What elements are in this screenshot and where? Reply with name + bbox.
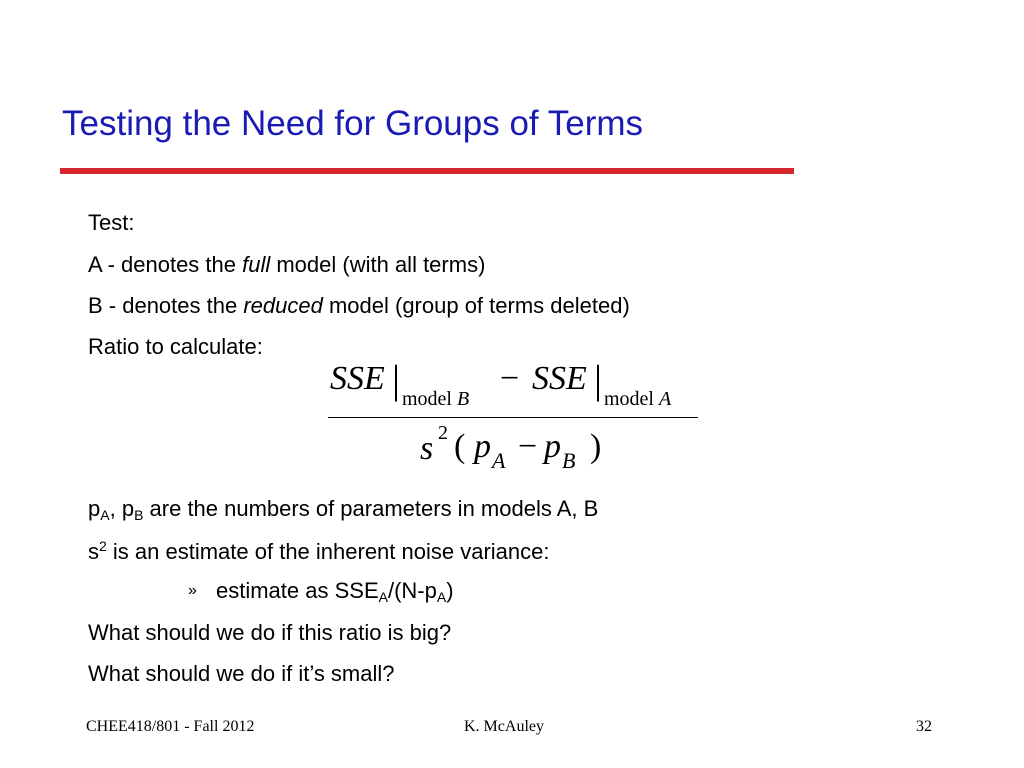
close-paren: ) (590, 428, 602, 465)
sse-a: SSE (532, 360, 587, 397)
fraction-bar (328, 417, 698, 418)
s-text: s (88, 539, 99, 564)
reduced-emphasis: reduced (243, 293, 323, 318)
question-small: What should we do if it’s small? (88, 661, 395, 686)
p-b: p (544, 428, 561, 465)
s-text-sup: 2 (99, 538, 107, 554)
estimate-sub-a2: A (436, 589, 447, 605)
p-b-text: p (121, 496, 135, 521)
full-emphasis: full (242, 252, 271, 277)
p-a-text-sub: A (100, 507, 110, 523)
p-a: p (474, 428, 491, 465)
p-b-text-sub: B (134, 507, 144, 523)
param-definition (88, 496, 598, 523)
estimate-mid: /(N-p (387, 578, 437, 603)
noise-rest: is an estimate of the inherent noise variance: (106, 539, 550, 564)
s-var: s (420, 430, 434, 467)
line-full-model (88, 252, 485, 278)
minus-sign-top: − (500, 360, 520, 397)
minus-sign-bottom: − (518, 428, 538, 465)
estimate-prefix: estimate as SSE (216, 578, 379, 603)
footer-author: K. McAuley (464, 718, 544, 735)
ratio-label: Ratio to calculate: (88, 334, 263, 359)
question-big: What should we do if this ratio is big? (88, 620, 452, 645)
full-model-prefix: A - denotes the (88, 252, 243, 277)
p-b-subscript: B (562, 448, 576, 473)
reduced-model-suffix: model (group of terms deleted) (322, 293, 630, 318)
open-paren: ( (454, 428, 466, 465)
eval-bar-a: | (594, 357, 603, 402)
subscript-model-a (604, 388, 671, 411)
footer-page-number: 32 (916, 718, 932, 735)
footer-course: CHEE418/801 - Fall 2012 (86, 718, 255, 735)
noise-definition (88, 538, 550, 565)
eval-bar-b: | (392, 357, 401, 402)
title-underline (60, 168, 794, 174)
line-reduced-model (88, 293, 630, 319)
estimate-line (216, 578, 454, 605)
s-exponent: 2 (438, 422, 448, 444)
test-label: Test: (88, 210, 135, 235)
bullet-marker: » (188, 582, 197, 599)
ratio-formula (328, 357, 700, 482)
param-rest: are the numbers of parameters in models A, B (143, 496, 599, 521)
p-a-text: p (88, 496, 101, 521)
estimate-sub-a1: A (378, 589, 388, 605)
estimate-end: ) (446, 578, 454, 603)
model-b-word: model (402, 388, 457, 410)
sse-b: SSE (330, 360, 385, 397)
model-a-letter: A (659, 388, 672, 410)
slide-title: Testing the Need for Groups of Terms (62, 104, 644, 143)
full-model-suffix: model (with all terms) (270, 252, 486, 277)
p-a-subscript: A (492, 448, 506, 473)
reduced-model-prefix: B - denotes the (88, 293, 244, 318)
param-comma: , (109, 496, 122, 521)
model-b-letter: B (457, 388, 470, 410)
model-a-word: model (604, 388, 659, 410)
subscript-model-b (402, 388, 469, 411)
